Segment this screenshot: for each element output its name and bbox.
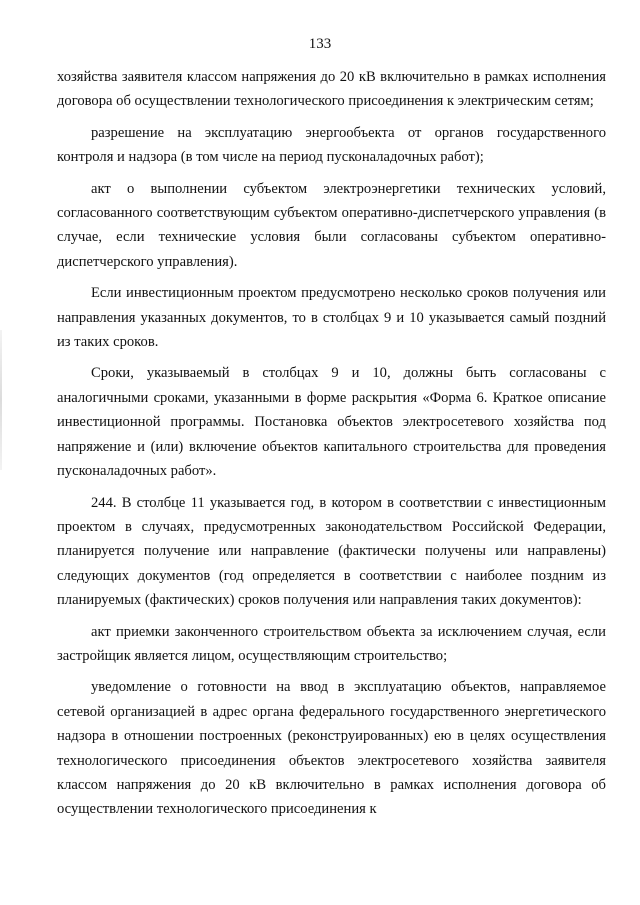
paragraph-multiple-deadlines: Если инвестиционным проектом предусмотрено несколько сроков получения или направления указанных документов, то в столбцах 9 и 10 указывается самый поздний из таких сроков. <box>57 285 606 351</box>
paragraph-244: 244. В столбце 11 указывается год, в котором в соответствии с инвестиционным проектом в случаях, предусмотренных законодательством Российской Федерации, планируется получение или направление (фактически получены или направлены) следующих документов (год определяется в соответствии с наиболее поздним из планируемых (фактических) сроков получения или направления таких документов): <box>57 494 606 609</box>
document-body <box>57 65 606 822</box>
paragraph-acceptance-act: акт приемки законченного строительством объекта за исключением случая, если застройщик является лицом, осуществляющим строительство; <box>57 623 606 664</box>
page-number: 133 <box>308 36 332 52</box>
paragraph-operation-permit: разрешение на эксплуатацию энергообъекта от органов государственного контроля и надзора (в том числе на период пусконаладочных работ); <box>57 124 606 166</box>
paragraph-continuation: хозяйства заявителя классом напряжения до 20 кВ включительно в рамках исполнения договора об осуществлении технологического присоединения к электрическим сетям; <box>57 69 606 110</box>
paragraph-deadlines-agreement: Сроки, указываемый в столбцах 9 и 10, должны быть согласованы с аналогичными сроками, указанными в форме раскрытия «Форма 6. Краткое описание инвестиционной программы. Постановка объектов электросетевого хозяйства под напряжение и (или) включение объектов капитального строительства для проведения пусконаладочных работ». <box>57 365 606 480</box>
paragraph-readiness-notice: уведомление о готовности на ввод в эксплуатацию объектов, направляемое сетевой организацией в адрес органа федерального государственного энергетического надзора в отношении построенных (реконструированных) ею в целях осуществления технологического присоединения объектов электросетевого хозяйства заявителя классом напряжения до 20 кВ включительно в рамках исполнения договора об осуществлении технологического присоединения к <box>57 679 606 818</box>
paragraph-technical-conditions-act: акт о выполнении субъектом электроэнергетики технических условий, согласованного соответствующим субъектом оперативно-диспетчерского управления (в случае, если технические условия были согласованы субъектом оперативно-диспетчерского управления). <box>57 180 606 270</box>
scan-edge-shadow <box>0 330 2 470</box>
